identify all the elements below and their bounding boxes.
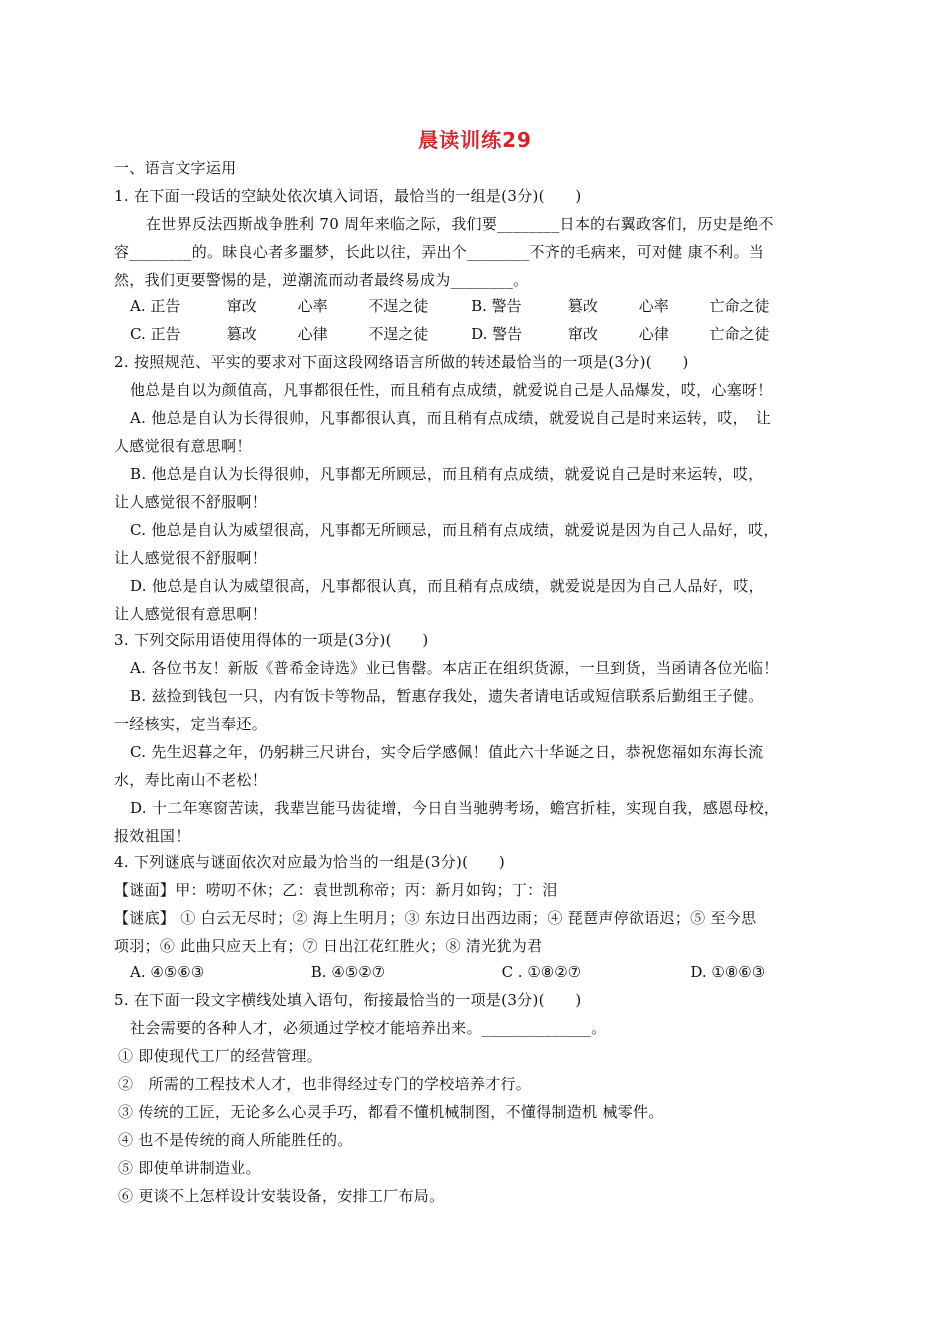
q1-option-word: 篡改 [226, 325, 257, 343]
q4-option-row [130, 962, 765, 982]
q4-stem: 4. 下列谜底与谜面依次对应最为恰当的一组是(3分)( ) [114, 853, 506, 871]
q1-passage-line: 容________的。昧良心者多噩梦，长此以往，弄出个________不齐的毛病来，可对健 康不利。当 [114, 243, 765, 261]
q1-option-word: 窜改 [226, 297, 257, 315]
q2-option-b: B. 他总是自认为长得很帅，凡事都无所顾忌，而且稍有点成绩，就爱说自己是时来运转，哎， [130, 465, 764, 483]
q1-option-word: 窜改 [567, 325, 598, 343]
q5-passage: 社会需要的各种人才，必须通过学校才能培养出来。______________。 [130, 1019, 607, 1037]
q1-option-c: C. 正告 [130, 325, 181, 343]
q1-option-word: 篡改 [567, 297, 598, 315]
q1-option-word: 不逞之徒 [368, 297, 429, 315]
q1-option-a: A. 正告 [130, 297, 181, 315]
q4-option-c: C . ①⑧②⑦ [501, 963, 582, 981]
q2-option-a: A. 他总是自认为长得很帅，凡事都很认真，而且稍有点成绩，就爱说自己是时来运转，哎， 让 [130, 409, 772, 427]
q2-option-a-cont: 人感觉很有意思啊！ [114, 437, 252, 455]
q4-option-d: D. ①⑧⑥③ [690, 963, 766, 981]
q2-option-c: C. 他总是自认为威望很高，凡事都无所顾忌，而且稍有点成绩，就爱说是因为自己人品好，哎， [130, 521, 779, 539]
q1-option-word: 心律 [638, 325, 669, 343]
page-title: 晨读训练29 [418, 128, 532, 152]
q2-option-b-cont: 让人感觉很不舒服啊！ [114, 493, 268, 511]
q5-item: ⑤ 即使单讲制造业。 [118, 1159, 261, 1177]
q1-stem: 1. 在下面一段话的空缺处依次填入词语，最恰当的一组是(3分)( ) [114, 187, 582, 205]
section-heading: 一、语言文字运用 [114, 159, 237, 177]
q1-option-row [130, 324, 769, 344]
q5-item: ① 即使现代工厂的经营管理。 [118, 1047, 322, 1065]
q1-option-d: D. 警告 [471, 325, 523, 343]
q4-riddle-answers-cont: 项羽；⑥ 此曲只应天上有；⑦ 日出江花红胜火；⑧ 清光犹为君 [114, 937, 543, 955]
q1-passage-line: 然，我们更要警惕的是，逆潮流而动者最终易成为________。 [114, 271, 529, 289]
q3-option-b: B. 兹捡到钱包一只，内有饭卡等物品，暂惠存我处，遗失者请电话或短信联系后勤组王子健。 [130, 687, 764, 705]
q2-stem: 2. 按照规范、平实的要求对下面这段网络语言所做的转述最恰当的一项是(3分)( ) [114, 353, 689, 371]
q4-option-a: A. ④⑤⑥③ [130, 963, 205, 981]
q1-passage-line: 在世界反法西斯战争胜利 70 周年来临之际，我们要________日本的右翼政客们，历史是绝不 [146, 215, 774, 233]
q3-option-c: C. 先生迟暮之年，仍躬耕三尺讲台，实令后学感佩！值此六十华诞之日，恭祝您福如东海长流 [130, 743, 764, 761]
q3-option-d: D. 十二年寒窗苦读，我辈岂能马齿徒增，今日自当驰骋考场，蟾宫折桂，实现自我，感恩母校， [130, 799, 780, 817]
q4-riddle-answers: 【谜底】 ① 白云无尽时；② 海上生明月；③ 东边日出西边雨；④ 琵琶声停欲语迟；⑤ 至今思 [114, 909, 757, 927]
q4-riddle-faces: 【谜面】甲：唠叨不休；乙：袁世凯称帝；丙：新月如钩；丁：泪 [114, 881, 558, 899]
q1-option-word: 心律 [297, 325, 328, 343]
q1-option-b: B. 警告 [471, 297, 522, 315]
q1-option-word: 不逞之徒 [368, 325, 429, 343]
q5-item: ⑥ 更谈不上怎样设计安装设备，安排工厂布局。 [118, 1187, 445, 1205]
q3-option-c-cont: 水，寿比南山不老松！ [114, 771, 268, 789]
q3-option-d-cont: 报效祖国！ [114, 827, 191, 845]
q3-stem: 3. 下列交际用语使用得体的一项是(3分)( ) [114, 631, 429, 649]
q1-option-word: 心率 [638, 297, 669, 315]
q3-option-b-cont: 一经核实，定当奉还。 [114, 715, 268, 733]
q1-option-word: 亡命之徒 [709, 325, 770, 343]
q1-option-word: 心率 [297, 297, 328, 315]
q5-item: ② 所需的工程技术人才，也非得经过专门的学校培养才行。 [118, 1075, 532, 1093]
q5-item: ④ 也不是传统的商人所能胜任的。 [118, 1131, 353, 1149]
q2-quote: 他总是自以为颜值高，凡事都很任性，而且稍有点成绩，就爱说自己是人品爆发，哎，心塞呀！ [130, 381, 773, 399]
q1-option-word: 亡命之徒 [709, 297, 770, 315]
q4-option-b: B. ④⑤②⑦ [310, 963, 386, 981]
q5-item: ③ 传统的工匠，无论多么心灵手巧，都看不懂机械制图，不懂得制造机 械零件。 [118, 1103, 664, 1121]
q2-option-c-cont: 让人感觉很不舒服啊！ [114, 549, 268, 567]
q1-option-row [130, 296, 769, 316]
q2-option-d: D. 他总是自认为威望很高，凡事都很认真，而且稍有点成绩，就爱说是因为自己人品好，哎， [130, 577, 764, 595]
q3-option-a: A. 各位书友！新版《普希金诗选》业已售罄。本店正在组织货源，一旦到货，当函请各位光临！ [130, 659, 779, 677]
q5-stem: 5. 在下面一段文字横线处填入语句，衔接最恰当的一项是(3分)( ) [114, 991, 582, 1009]
q2-option-d-cont: 让人感觉很有意思啊！ [114, 605, 268, 623]
